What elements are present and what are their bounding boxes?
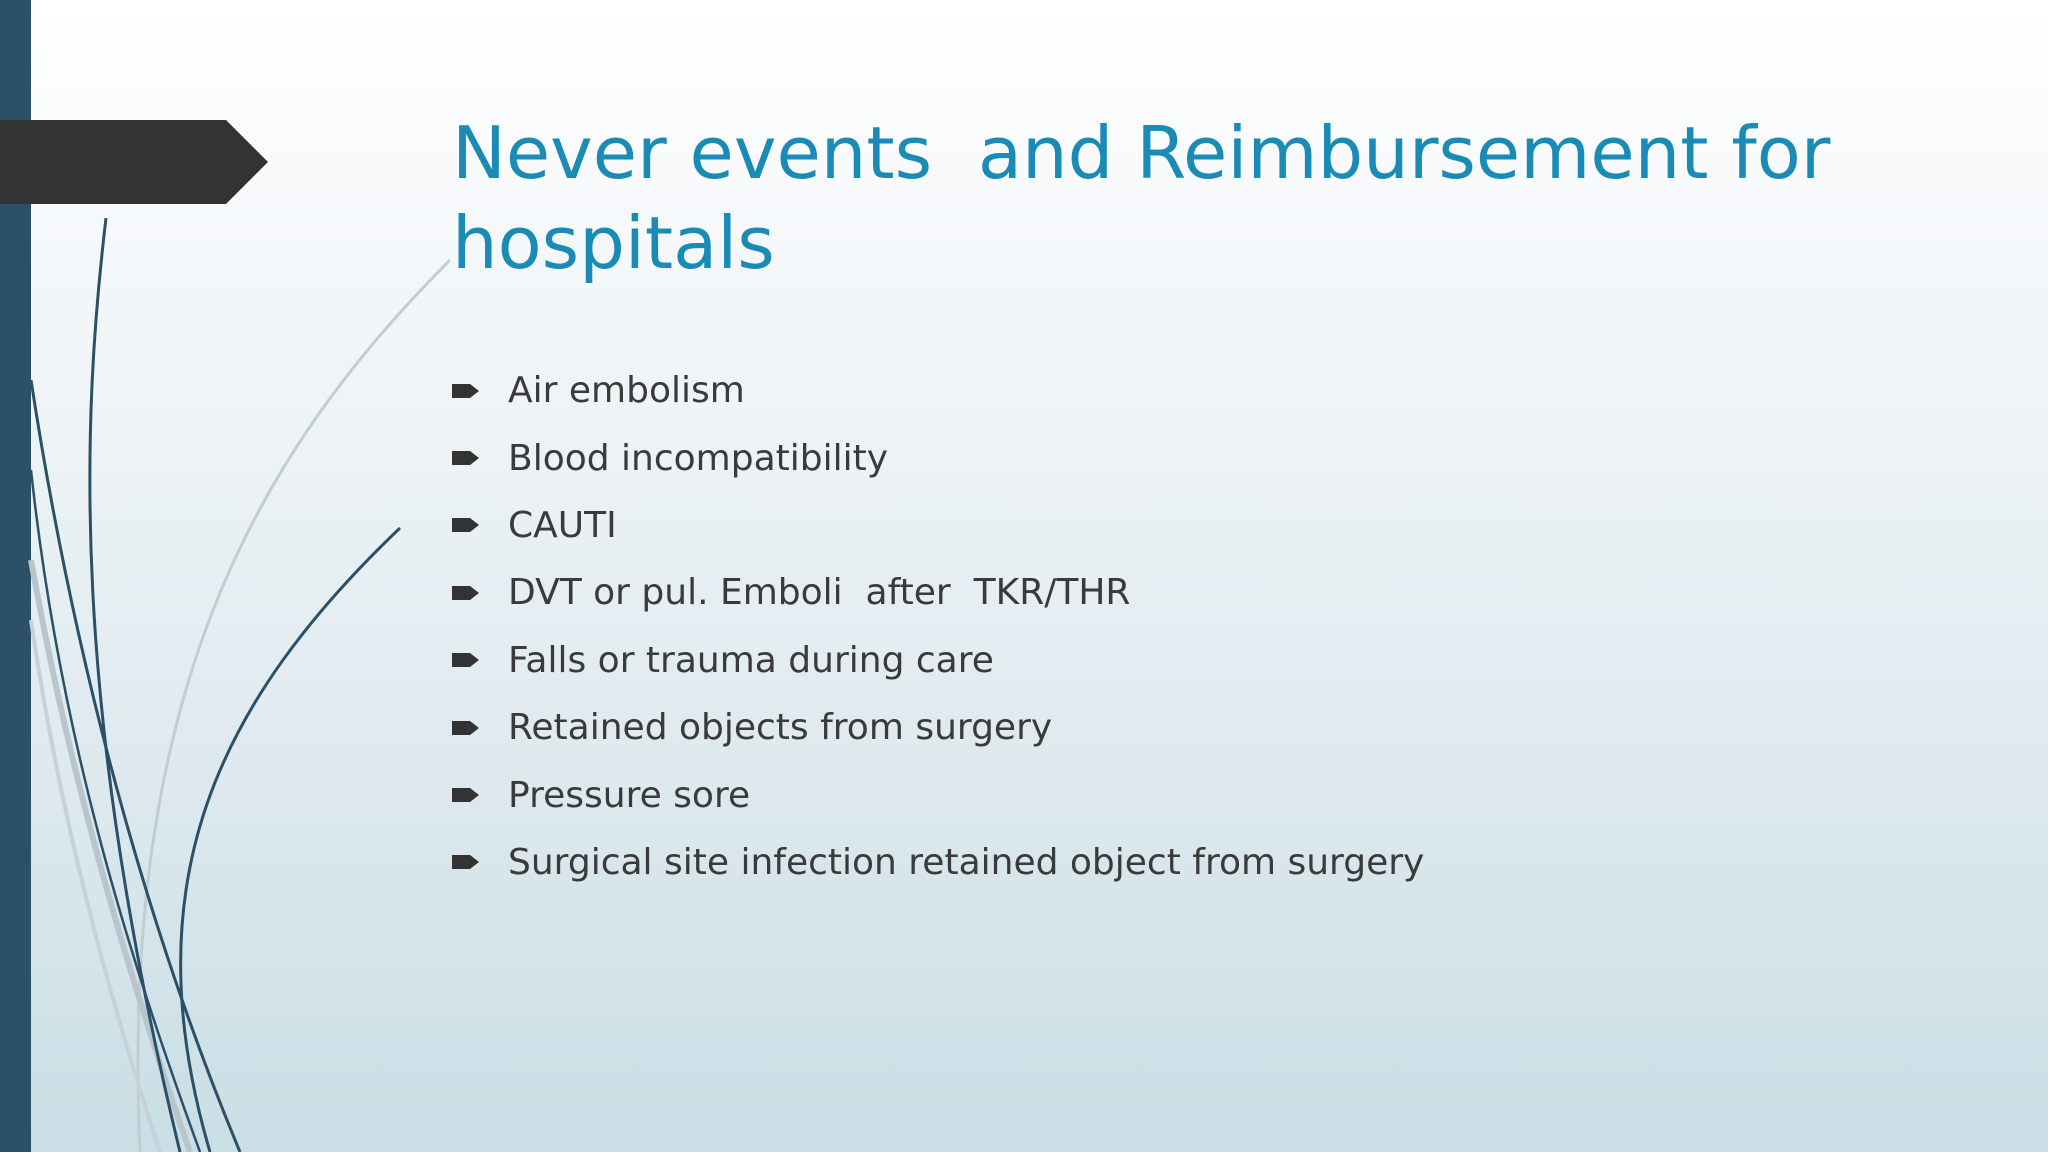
pencil-arrow-icon xyxy=(452,515,480,535)
bullet-item xyxy=(452,492,1424,559)
bullet-text: Retained objects from surgery xyxy=(508,707,1053,749)
bullet-item xyxy=(452,829,1424,896)
bullet-text: Blood incompatibility xyxy=(508,437,889,479)
bullet-item xyxy=(452,424,1424,491)
slide-title: Never events and Reimbursement for hospitals xyxy=(452,111,1831,285)
bullet-list xyxy=(452,357,1424,896)
bullet-item xyxy=(452,357,1424,424)
bullet-item xyxy=(452,761,1424,828)
bullet-text: DVT or pul. Emboli after TKR/THR xyxy=(508,572,1131,614)
bullet-item xyxy=(452,694,1424,761)
pencil-arrow-icon xyxy=(452,583,480,603)
pencil-arrow-icon xyxy=(452,381,480,401)
pencil-arrow-icon xyxy=(452,718,480,738)
pencil-arrow-icon xyxy=(452,448,480,468)
bullet-item xyxy=(452,627,1424,694)
bullet-item xyxy=(452,559,1424,626)
bullet-text: Falls or trauma during care xyxy=(508,639,994,681)
bullet-text: CAUTI xyxy=(508,504,617,546)
bullet-text: Pressure sore xyxy=(508,774,751,816)
pencil-arrow-icon xyxy=(452,852,480,872)
pencil-arrow-icon xyxy=(452,650,480,670)
bullet-text: Surgical site infection retained object from surgery xyxy=(508,841,1425,883)
bullet-text: Air embolism xyxy=(508,370,745,412)
pencil-arrow-icon xyxy=(452,785,480,805)
